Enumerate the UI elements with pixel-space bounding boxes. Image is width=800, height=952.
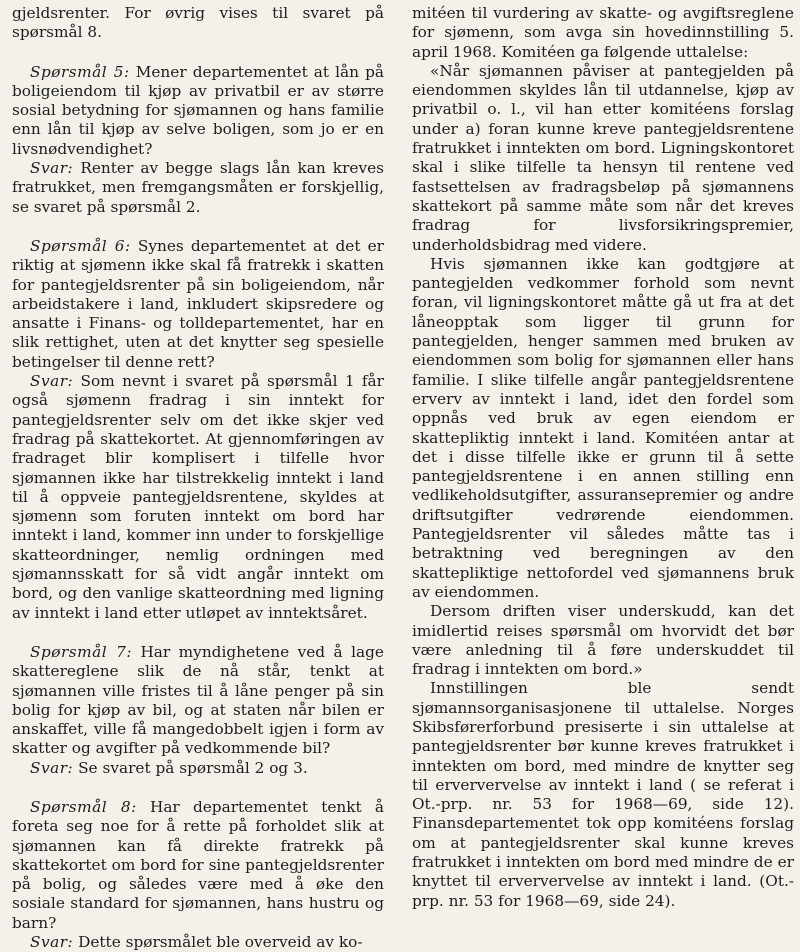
paragraph: gjeldsrenter. For øvrig vises til svaret på spørsmål 8. (12, 4, 384, 42)
answer-text: Renter av begge slags lån kan kreves fratrukket, men fremgangsmåten er forskjellig, se svaret på spørsmål 2. (12, 159, 384, 216)
answer-5 (12, 159, 384, 217)
question-label: Spørsmål 8: (30, 797, 137, 816)
question-7 (12, 643, 384, 759)
answer-8 (12, 933, 384, 952)
quote-paragraph: «Når sjømannen påviser at pantegjelden på eiendommen skyldes lån til utdannelse, kjøp av privatbil o. l., vil han etter komitéens forslag under a) foran kunne kreve pantegjeldsrentene fratrukket i inntekten om bord. Ligningskontoret skal i slike tilfelle ta hensyn til rentene ved fastsettelsen av fradragsbeløp på sjømannens skattekort på samme måte som når det kreves fradrag for livsforsikringspremier, underholdsbidrag med videre. (412, 61, 794, 254)
question-label: Spørsmål 5: (30, 62, 130, 81)
answer-6 (12, 372, 384, 623)
answer-label: Svar: (30, 159, 74, 178)
question-label: Spørsmål 7: (30, 642, 132, 661)
right-column (412, 4, 794, 913)
question-text: Har departementet tenkt å foreta seg noe for å rette på forholdet slik at sjømannen kan få direkte fratrekk på skattekortet om bord for sine pantegjeldsrenter på bolig, og således være med å øke den sosiale standard for sjømannen, hans hustru og barn? (12, 797, 384, 932)
answer-label: Svar: (30, 758, 74, 777)
answer-text: Se svaret på spørsmål 2 og 3. (73, 758, 308, 777)
paragraph: Innstillingen ble sendt sjømannsorganisasjonene til uttalelse. Norges Skibsførerforbund presiserte i sin uttalelse at pantegjeldsrenter bør kunne kreves fratrukket i inntekten om bord, med mindre de knytter seg til erververvelse av inntekt i land ( se referat i Ot.-prp. nr. 53 for 1968—69, side 12). Finansdepartementet tok opp komitéens forslag om at pantegjeldsrenter skal kunne kreves fratrukket i inntekten om bord med mindre de er knyttet til erververvelse av inntekt i land. (Ot.-prp. nr. 53 for 1968—69, side 24). (412, 679, 794, 910)
question-text: Mener departementet at lån på boligeiendom til kjøp av privatbil er av større sosial betydning for sjømannen og hans familie enn lån til kjøp av selve boligen, som jo er en livsnødvendighet? (12, 62, 384, 158)
answer-label: Svar: (30, 372, 74, 391)
left-column (12, 4, 384, 952)
question-5 (12, 63, 384, 159)
paragraph: mitéen til vurdering av skatte- og avgiftsreglene for sjømenn, som avga sin hovedinnstilling 5. april 1968. Komitéen ga følgende uttalelse: (412, 4, 794, 61)
answer-label: Svar: (30, 933, 74, 952)
question-label: Spørsmål 6: (30, 236, 131, 255)
question-text: Har myndighetene ved å lage skattereglene slik de nå står, tenkt at sjømannen ville fristes til å låne penger på sin bolig for kjøp av bil, og at staten når bilen er anskaffet, ville få mangedobbelt igjen i form av skatter og avgifter på vedkommende bil? (12, 642, 384, 758)
answer-text: Dette spørsmålet ble overveid av ko- (73, 933, 363, 952)
question-6 (12, 237, 384, 372)
quote-paragraph: Dersom driften viser underskudd, kan det imidlertid reises spørsmål om hvorvidt det bør være anledning til å føre underskuddet til fradrag i inntekten om bord.» (412, 602, 794, 679)
question-text: Synes departementet at det er riktig at sjømenn ikke skal få fratrekk i skatten for pantegjeldsrenter på sin boligeiendom, når arbeidstakere i land, inkludert skipsredere og ansatte i Finans- og tolldepartementet, har en slik rettighet, uten at det knytter seg spesielle betingelser til denne rett? (12, 236, 384, 371)
quote-paragraph: Hvis sjømannen ikke kan godtgjøre at pantegjelden vedkommer forhold som nevnt foran, vil ligningskontoret måtte gå ut fra at det låneopptak som ligger til grunn for pantegjelden, henger sammen med bruken av eiendommen som bolig for sjømannen eller hans familie. I slike tilfelle angår pantegjeldsrentene erverv av inntekt i land, idet den fordel som oppnås ved bruk av egen eiendom er skattepliktig inntekt i land. Komitéen antar at det i disse tilfelle ikke er grunn til å sette pantegjeldsrentene i en annen stilling enn vedlikeholdsutgifter, assuransepremier og andre driftsutgifter vedrørende eiendommen. Pantegjeldsrenter vil således måtte tas i betraktning ved beregningen av den skattepliktige nettofordel ved sjømannens bruk av eiendommen. (412, 254, 794, 601)
answer-7 (12, 759, 384, 778)
answer-text: Som nevnt i svaret på spørsmål 1 får også sjømenn fradrag i sin inntekt for pantegjeldsrenter selv om det ikke skjer ved fradrag på skattekortet. At gjennomføringen av fradraget blir komplisert i tilfelle hvor sjømannen ikke har tilstrekkelig inntekt i land til å oppveie pantegjeldsrentene, skyldes at sjømenn som foruten inntekt om bord har inntekt i land, kommer inn under to forskjellige skatteordninger, nemlig ordningen med sjømannsskatt for så vidt angår inntekt om bord, og den vanlige skatteordning med ligning av inntekt i land etter utløpet av inntektsåret. (12, 372, 384, 622)
